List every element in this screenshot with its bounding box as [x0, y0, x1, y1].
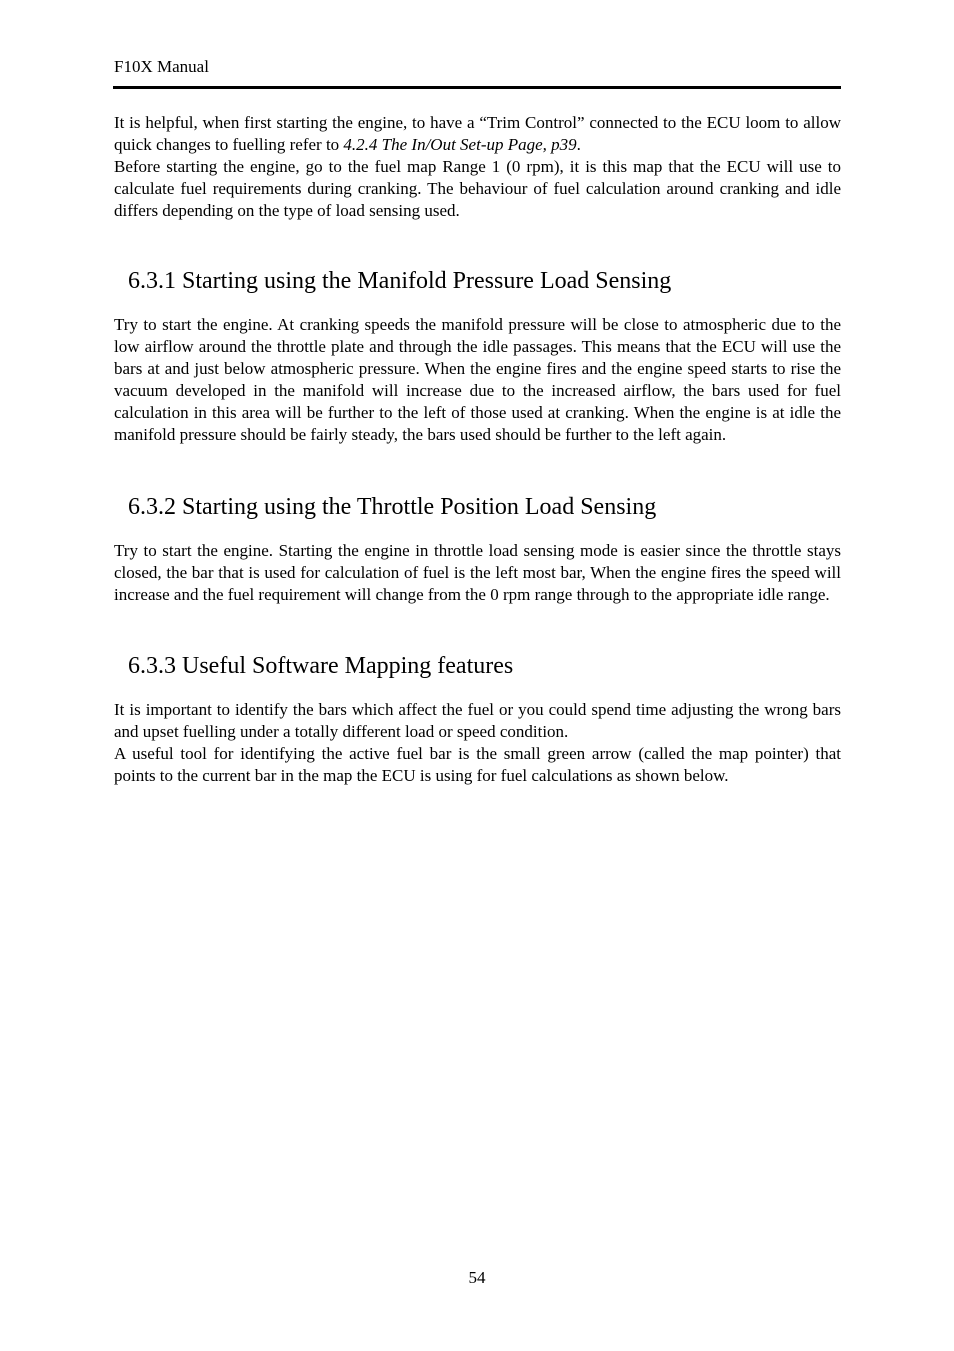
section-heading-6-3-3: 6.3.3 Useful Software Mapping features: [128, 653, 514, 679]
header-rule: [113, 86, 841, 89]
cross-reference: 4.2.4 The In/Out Set-up Page, p39: [343, 135, 577, 154]
section-heading-6-3-2: 6.3.2 Starting using the Throttle Position Load Sensing: [128, 494, 657, 520]
intro-text-end: .: [576, 135, 581, 154]
section-heading-6-3-1: 6.3.1 Starting using the Manifold Pressure Load Sensing: [128, 268, 672, 294]
page-content: [114, 112, 841, 787]
running-header: F10X Manual: [114, 57, 209, 76]
section-6-3-3-paragraph-1: It is important to identify the bars which affect the fuel or you could spend time adjusting the wrong bars and upset fuelling under a totally different load or speed condition.: [114, 700, 841, 741]
intro-paragraph-2: Before starting the engine, go to the fuel map Range 1 (0 rpm), it is this map that the ECU will use to calculate fuel requirements during cranking. The behaviour of fuel calculation around cranking and idle differs depending on the type of load sensing used.: [114, 157, 841, 220]
section-6-3-3-paragraph-2: A useful tool for identifying the active fuel bar is the small green arrow (called the map pointer) that points to the current bar in the map the ECU is using for fuel calculations as shown below.: [114, 744, 841, 785]
page-number: 54: [468, 1268, 486, 1287]
intro-paragraph-1: [114, 112, 841, 156]
intro-text: It is helpful, when first starting the engine, to have a “Trim Control” connected to the ECU loom to allow quick changes to fuelling refer to: [114, 113, 841, 154]
section-6-3-2-paragraph: Try to start the engine. Starting the engine in throttle load sensing mode is easier since the throttle stays closed, the bar that is used for calculation of fuel is the left most bar, When the engine fires the speed will increase and the fuel requirement will change from the 0 rpm range through to the appropriate idle range.: [114, 541, 841, 604]
section-6-3-1-paragraph: Try to start the engine. At cranking speeds the manifold pressure will be close to atmospheric due to the low airflow around the throttle plate and through the idle passages. This means that the ECU will use the bars at and just below atmospheric pressure. When the engine fires and the engine speed starts to rise the vacuum developed in the manifold will increase due to the increased airflow, the bars used for fuel calculation in this area will be further to the left of those used at cranking. When the engine is at idle the manifold pressure should be fairly steady, the bars used should be further to the left again.: [114, 315, 841, 444]
